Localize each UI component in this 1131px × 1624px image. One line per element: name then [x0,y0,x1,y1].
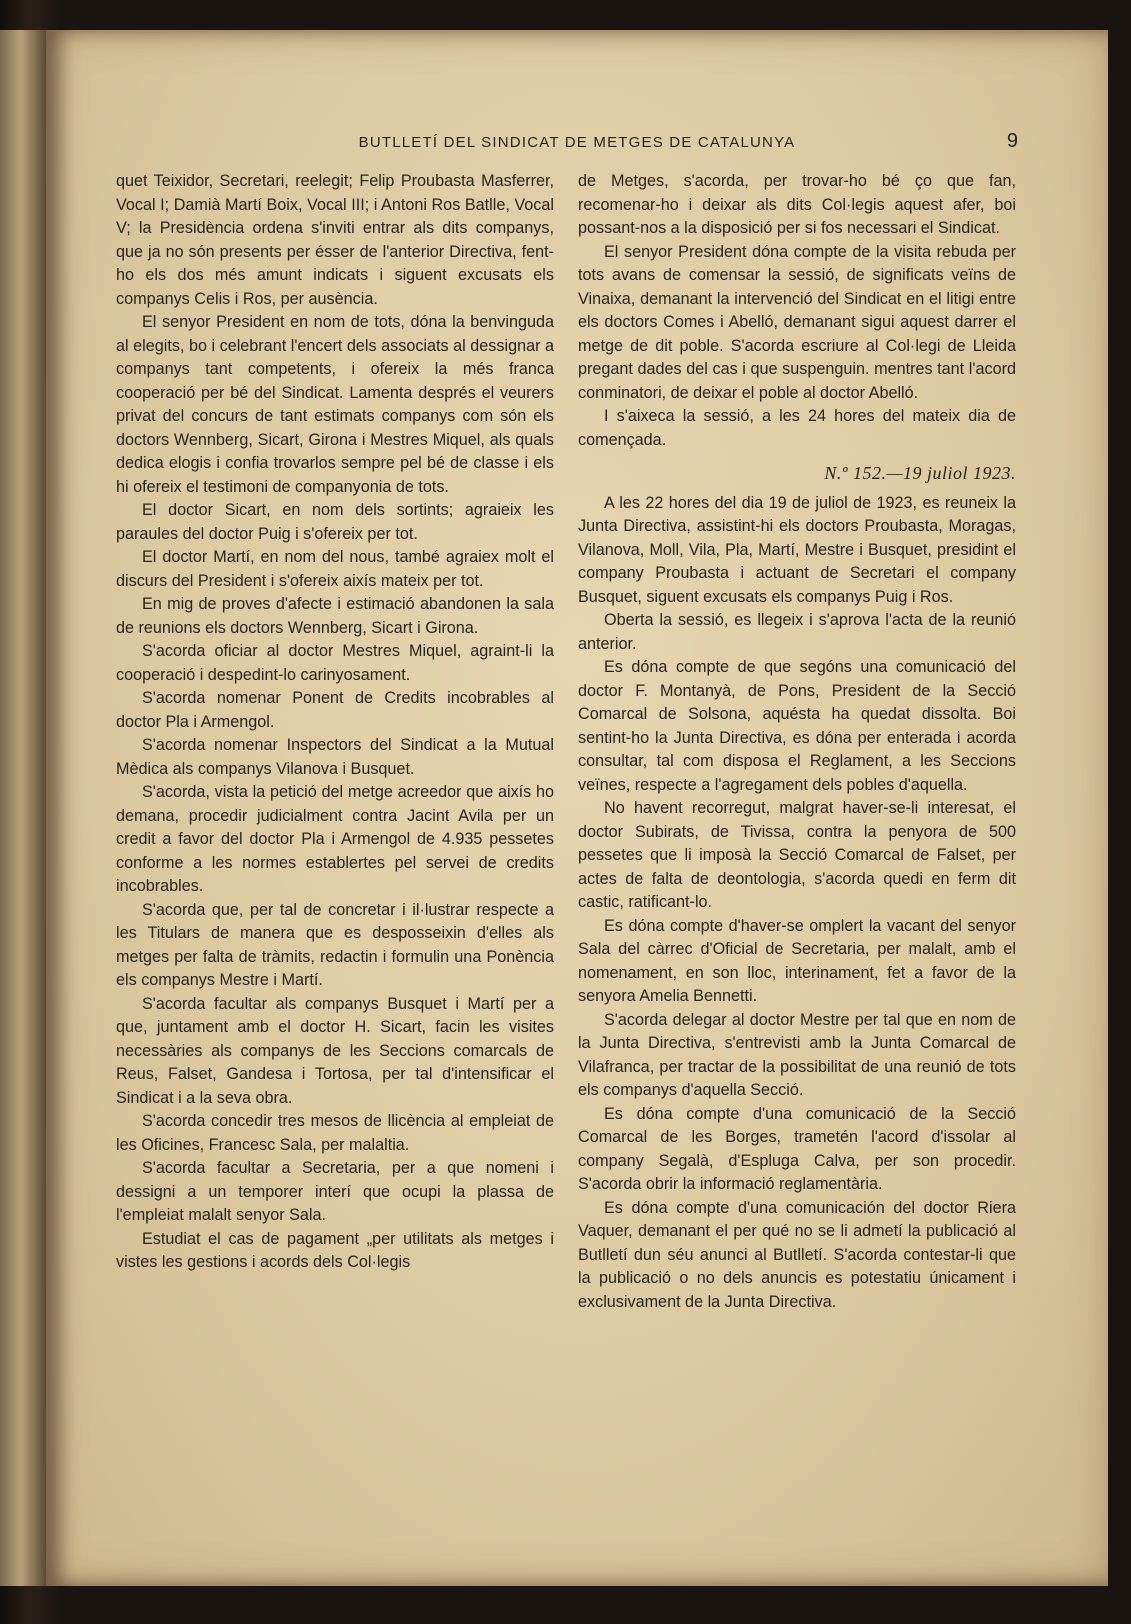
paragraph: No havent recorregut, malgrat haver-se-li interesat, el doctor Subirats, de Tivissa, contra la penyora de 500 pessetes que li imposà la Secció Comarcal de Falset, per actes de falta de deontologia, s'acorda quedi en ferm dit castic, ratificant-lo. [578,799,1016,911]
paragraph: El doctor Martí, en nom del nous, també agraiex molt el discurs del President i s'ofereix aixís mateix per tot. [116,548,554,590]
paragraph: El senyor President en nom de tots, dóna la benvinguda al elegits, bo i celebrant l'encert dels associats al dessignar a companys tant competents, i ofereix la més franca cooperació per bé del Sindicat. Lamenta després el veurers privat del concurs de tant estimats companys com són els doctors Wennberg, Sicart, Girona i Mestres Miquel, als quals dedica elogis i confia trovarlos sempre pel bé de classe i els hi ofereix el testimoni de companyonia de tots. [116,313,554,496]
paragraph: El doctor Sicart, en nom dels sortints; agraieix les paraules del doctor Puig i s'ofereix per tot. [116,501,554,543]
paragraph: Estudiat el cas de pagament „per utilitats als metges i vistes les gestions i acords dels Col·legis [116,1229,554,1271]
page-number: 9 [1006,130,1018,152]
running-header: BUTLLETÍ DEL SINDICAT DE METGES DE CATALUNYA [358,134,796,151]
right-column [578,170,1016,1314]
paragraph: S'acorda nomenar Inspectors del Sindicat a la Mutual Mèdica als companys Vilanova i Busquet. [116,736,554,778]
paragraph: Oberta la sessió, es llegeix i s'aprova l'acta de la reunió anterior. [578,611,1016,653]
paragraph: S'acorda, vista la petició del metge acreedor que aixís ho demana, procedir judicialment contra Jacint Avila per un credit a favor del doctor Pla i Armengol de 4.935 pessetes conforme a les normes establertes pel servei de credits incobrables. [116,783,554,895]
paragraph: S'acorda que, per tal de concretar i il·lustrar respecte a les Titulars de manera que es desposseixin d'elles als metges per falta de tràmits, redactin i formulin una Ponència els companys Mestre i Martí. [116,900,554,989]
paragraph: de Metges, s'acorda, per trovar-ho bé ço que fan, recomenar-ho i deixar als dits Col·legis aquest afer, boi possant-nos a la disposició per si fos necessari el Sindicat. [578,172,1016,237]
paragraph: El senyor President dóna compte de la visita rebuda per tots avans de comensar la sessió, de significats veïns de Vinaixa, demanant la intervenció del Sindicat en el litigi entre els doctors Comes i Abelló, demanant sigui aquest darrer el metge de dit poble. S'acorda escriure al Col·legi de Lleida pregant dades del cas i que suspenguin. mentres tant l'acord conminatori, de deixar el poble al doctor Abelló. [578,242,1016,402]
paragraph: Es dóna compte d'haver-se omplert la vacant del senyor Sala del càrrec d'Oficial de Secretaria, per malalt, amb el nomenament, en son lloc, interinament, fet a favor de la senyora Amelia Bennetti. [578,916,1016,1005]
paragraph: S'acorda delegar al doctor Mestre per tal que en nom de la Junta Directiva, s'entrevisti amb la Junta Comarcal de Vilafranca, per tractar de la possibilitat de una reunió de tots els companys d'aquella Secció. [578,1010,1016,1099]
paragraph: I s'aixeca la sessió, a les 24 hores del mateix dia de començada. [578,407,1016,449]
paragraph: Es dóna compte de que segóns una comunicació del doctor F. Montanyà, de Pons, President de la Secció Comarcal de Solsona, aquésta ha quedat dissolta. Boi sentint-ho la Junta Directiva, es dóna per enterada i acorda consultar, tal com disposa el Reglament, a les Seccions veïnes, respecte a l'agregament dels pobles d'aquella. [578,658,1016,794]
paragraph: S'acorda concedir tres mesos de llicència al empleiat de les Oficines, Francesc Sala, per malaltia. [116,1112,554,1154]
previous-page-edge [0,30,46,1586]
paragraph: A les 22 hores del dia 19 de juliol de 1923, es reuneix la Junta Directiva, assistint-hi els doctors Proubasta, Moragas, Vilanova, Moll, Vila, Pla, Martí, Mestre i Busquet, presidint el company Proubasta i actuant de Secretari el company Busquet, siguent excusats els companys Puig i Ros. [578,493,1016,606]
paragraph: En mig de proves d'afecte i estimació abandonen la sala de reunions els doctors Wennberg, Sicart i Girona. [116,595,554,637]
paragraph: S'acorda facultar a Secretaria, per a que nomeni i dessigni a un temporer interí que ocupi la plassa de l'empleiat malalt senyor Sala. [116,1159,554,1224]
paragraph: S'acorda facultar als companys Busquet i Martí per a que, juntament amb el doctor H. Sicart, facin les visites necessàries als companys de les Seccions comarcals de Reus, Falset, Gandesa i Tortosa, per tal d'intensificar el Sindicat i a la seva obra. [116,994,554,1107]
paragraph: S'acorda oficiar al doctor Mestres Miquel, agraint-li la cooperació i despedint-lo carinyosament. [116,642,554,684]
document-page [46,30,1108,1586]
paragraph: Es dóna compte d'una comunicació de la Secció Comarcal de les Borges, trametén l'acord d'issolar al company Segalà, d'Espluga Calva, per son procedir. S'acorda obrir la informació reglamentària. [578,1104,1016,1193]
left-column [116,170,554,1275]
paragraph: Es dóna compte d'una comunicación del doctor Riera Vaquer, demanant el per qué no se li admetí la publicació al Butlletí dun séu anunci al Butlletí. S'acorda contestar-li que la publicació o no dels anuncis es potestatiu únicament i exclusivament de la Junta Directiva. [578,1198,1016,1311]
paragraph: S'acorda nomenar Ponent de Credits incobrables al doctor Pla i Armengol. [116,689,554,731]
section-heading: N.º 152.—19 juliol 1923. [824,463,1016,483]
paragraph: quet Teixidor, Secretari, reelegit; Felip Proubasta Masferrer, Vocal I; Damià Martí Boix, Vocal III; i Antoni Ros Batlle, Vocal V; la Presidència ordena s'inviti entrar als dits companys, que ja no són presents per ésser de l'anterior Directiva, fent-ho els dos més amunt indicats i siguent excusats els companys Celis i Ros, per ausència. [116,172,554,308]
